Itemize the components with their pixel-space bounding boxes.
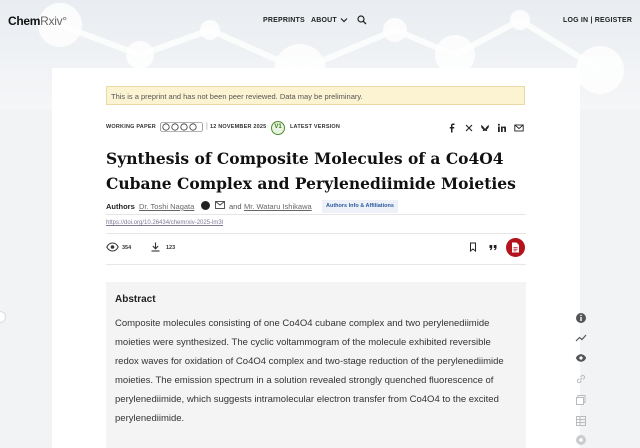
table-icon[interactable] xyxy=(575,415,587,427)
pdf-file-icon xyxy=(511,242,520,253)
facebook-icon[interactable] xyxy=(447,123,457,133)
nav-about[interactable]: ABOUT xyxy=(311,17,337,24)
views-eye-icon xyxy=(106,242,119,252)
views-count: 354 xyxy=(122,245,132,251)
article-type: WORKING PAPER xyxy=(106,124,156,130)
author-list xyxy=(106,200,526,214)
download-pdf-button[interactable] xyxy=(506,238,525,257)
x-icon[interactable] xyxy=(464,123,474,133)
search-icon[interactable] xyxy=(357,15,367,25)
divider xyxy=(106,233,526,234)
chemrxiv-logo[interactable]: ChemRxiv° xyxy=(8,14,67,28)
authors-label: Authors xyxy=(106,202,135,211)
settings-icon[interactable] xyxy=(575,434,587,446)
preprint-notice-banner: This is a preprint and has not been peer reviewed. Data may be preliminary. xyxy=(106,86,525,105)
chevron-down-icon[interactable] xyxy=(340,16,348,24)
linkedin-icon[interactable] xyxy=(497,123,507,133)
author-conjunction: and xyxy=(229,202,242,211)
orcid-icon[interactable] xyxy=(201,201,210,210)
meta-separator: | xyxy=(206,123,208,130)
abstract-body: Composite molecules consisting of one Co4O4 cubane complex and two perylenediimide moieties were synthesized. The cyclic voltammogram of the molecule exhibited reversible redox waves for oxidation of Co4O4 complex and two-stage reduction of the perylenediimide moieties. The emission spectrum in a solution revealed strongly quenched fluorescence of perylenediimide, which suggests intramolecular electron transfer from Co4O4 to the excited perylenediimide. xyxy=(115,318,504,424)
left-panel-toggle[interactable] xyxy=(0,311,6,323)
article-title: Synthesis of Composite Molecules of a Co4O4 Cubane Complex and Perylenediimide Moieties xyxy=(106,149,516,193)
author-link-2[interactable]: Mr. Wataru Ishikawa xyxy=(244,202,312,211)
info-icon[interactable] xyxy=(575,312,587,324)
bluesky-icon[interactable] xyxy=(480,123,490,133)
link-icon[interactable] xyxy=(575,373,587,385)
versions-stack-icon[interactable] xyxy=(575,394,587,406)
author-link-1[interactable]: Dr. Toshi Nagata xyxy=(139,202,195,211)
eye-icon[interactable] xyxy=(575,352,587,364)
version-badge[interactable]: V1 xyxy=(271,121,285,135)
abstract-heading: Abstract xyxy=(115,294,156,305)
email-icon[interactable] xyxy=(514,123,524,133)
downloads-icon xyxy=(149,242,162,252)
article-meta-row xyxy=(106,121,526,135)
divider xyxy=(106,214,526,215)
top-navigation xyxy=(0,0,640,40)
metrics-trend-icon[interactable] xyxy=(575,332,587,344)
login-register-link[interactable]: LOG IN | REGISTER xyxy=(563,17,633,24)
author-email-icon[interactable] xyxy=(215,201,225,209)
cite-quote-icon[interactable] xyxy=(488,242,498,252)
downloads-count: 123 xyxy=(166,245,176,251)
divider xyxy=(106,264,526,265)
latest-version-label: LATEST VERSION xyxy=(290,124,341,130)
creative-commons-license-icon[interactable] xyxy=(160,122,203,132)
publication-date: 12 NOVEMBER 2025 xyxy=(210,124,267,130)
authors-affiliations-button[interactable]: Authors Info & Affiliations xyxy=(322,200,398,213)
doi-link[interactable]: https://doi.org/10.26434/chemrxiv-2025-lm3l xyxy=(106,220,224,226)
nav-preprints[interactable]: PREPRINTS xyxy=(263,17,305,24)
article-card xyxy=(52,68,580,448)
bookmark-icon[interactable] xyxy=(468,242,478,252)
abstract-section xyxy=(106,282,526,448)
